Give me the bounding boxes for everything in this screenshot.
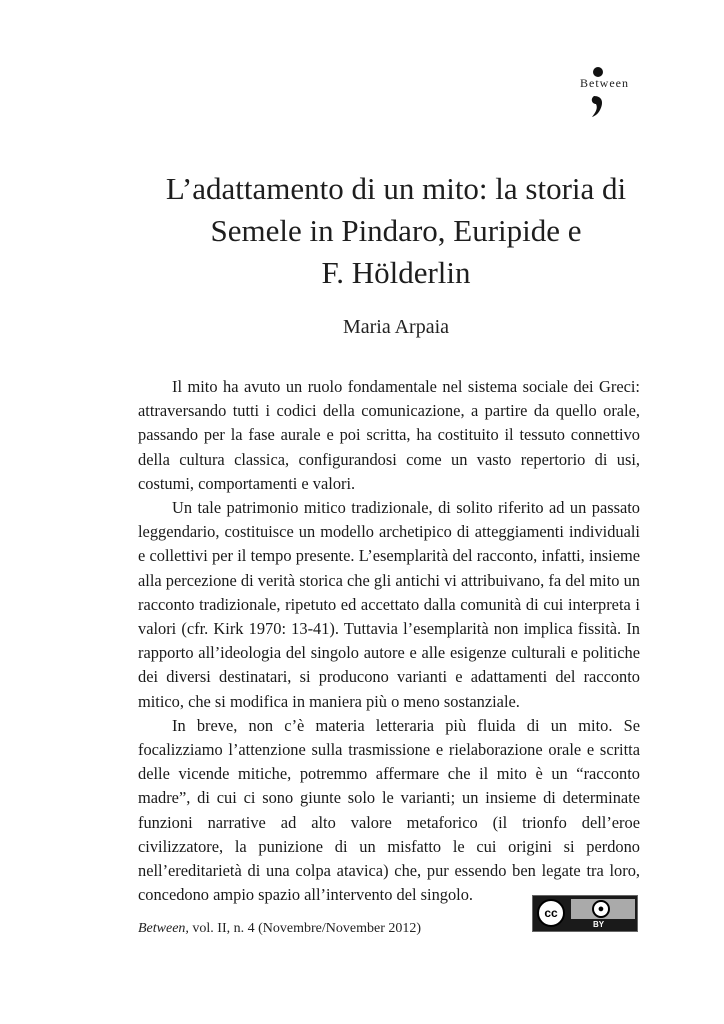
article-title	[100, 168, 692, 294]
article-body	[138, 375, 640, 907]
journal-logo	[578, 66, 642, 118]
attribution-person-icon: ●	[592, 900, 610, 918]
paragraph: Un tale patrimonio mitico tradizionale, di solito riferito ad un passato leggendario, costituisce un modello archetipico di atteggiamenti individuali e collettivi per il tempo presente. L’esemplarità del racconto, infatti, insieme alla percezione di verità storica che gli antichi vi attribuivano, fa del mito un racconto tradizionale, ripetuto ed accettato dalla comunità di cui interpreta i valori (cfr. Kirk 1970: 13-41). Tuttavia l’esemplarità non implica fissità. In rapporto all’ideologia del singolo autore e alle esigenze culturali e politiche dei diversi destinatari, si producono varianti e adattamenti del racconto mitico, che si modifica in maniera più o meno sostanziale.	[138, 498, 640, 711]
author-name: Maria Arpaia	[342, 316, 450, 338]
by-label: BY	[593, 920, 605, 929]
semicolon-logo-icon	[578, 66, 642, 118]
journal-name: Between,	[138, 921, 189, 936]
title-line: Semele in Pindaro, Euripide e	[210, 213, 582, 248]
cc-by-license-icon[interactable]	[532, 895, 638, 932]
title-line: F. Hölderlin	[321, 255, 471, 290]
cc-icon: cc	[537, 899, 565, 927]
footer-citation	[138, 921, 421, 937]
title-line: L’adattamento di un mito: la storia di	[165, 171, 627, 206]
paragraph: In breve, non c’è materia letteraria più fluida di un mito. Se focalizziamo l’attenzione sulla trasmissione e rielaborazione orale e scritta delle vicende mitiche, potremmo affermare che il mito è un “racconto madre”, di cui ci sono giunte solo le varianti; un insieme di determinate funzioni narrative ad alto valore metaforico (il trionfo dell’eroe civilizzatore, la punizione di un misfatto le cui origini si perdono nell’ereditarietà di una colpa atavica) che, pur essendo ben legate tra loro, concedono ampio spazio all’intervento del singolo.	[138, 715, 640, 905]
issue-info: vol. II, n. 4 (Novembre/November 2012)	[188, 921, 422, 936]
paragraph: Il mito ha avuto un ruolo fondamentale nel sistema sociale dei Greci: attraversando tutti i codici della comunicazione, a partire da quello orale, passando per la fase aurale e poi scritta, ha costituito il tessuto connettivo della cultura classica, configurandosi come un vasto repertorio di usi, costumi, comportamenti e valori.	[138, 377, 640, 493]
logo-wordmark: Between	[580, 76, 629, 90]
